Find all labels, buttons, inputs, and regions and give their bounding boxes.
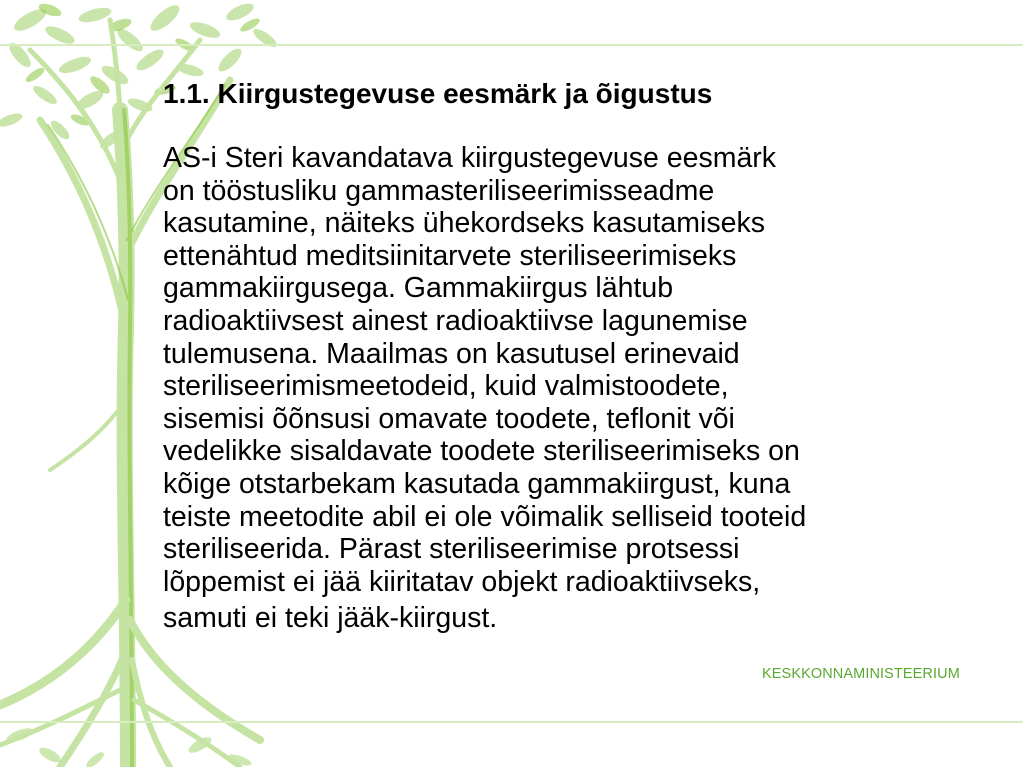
- body-line: gammakiirgusega. Gammakiirgus lähtub: [163, 272, 674, 305]
- body-line: kasutamine, näiteks ühekordseks kasutamiseks: [163, 207, 765, 240]
- bottom-divider: [0, 721, 1023, 723]
- ministry-logo-text: KESKKONNAMINISTEERIUM: [762, 666, 960, 682]
- body-line: lõppemist ei jää kiiritatav objekt radioaktiivseks,: [163, 565, 761, 598]
- body-line: vedelikke sisaldavate toodete steriliseerimiseks on: [163, 435, 800, 468]
- body-line: teiste meetodite abil ei ole võimalik selliseid tooteid: [163, 500, 807, 533]
- slide-title: 1.1. Kiirgustegevuse eesmärk ja õigustus: [163, 78, 713, 109]
- body-line: ettenähtud meditsiinitarvete steriliseerimiseks: [163, 239, 737, 272]
- body-line: tulemusena. Maailmas on kasutusel erinevaid: [163, 337, 740, 370]
- body-line: radioaktiivsest ainest radioaktiivse lagunemise: [163, 304, 748, 337]
- body-line: sisemisi õõnsusi omavate toodete, teflonit või: [163, 402, 735, 435]
- body-line: steriliseerimismeetodeid, kuid valmistoodete,: [163, 370, 729, 403]
- slide-body: [163, 142, 1003, 635]
- body-line: steriliseerida. Pärast steriliseerimise protsessi: [163, 533, 740, 566]
- body-line: kõige otstarbekam kasutada gammakiirgust, kuna: [163, 467, 791, 500]
- top-divider: [0, 44, 1023, 46]
- body-line: AS-i Steri kavandatava kiirgustegevuse eesmärk: [163, 142, 777, 174]
- body-line: on tööstusliku gammasteriliseerimisseadme: [163, 174, 715, 207]
- body-line: samuti ei teki jääk-kiirgust.: [163, 602, 498, 635]
